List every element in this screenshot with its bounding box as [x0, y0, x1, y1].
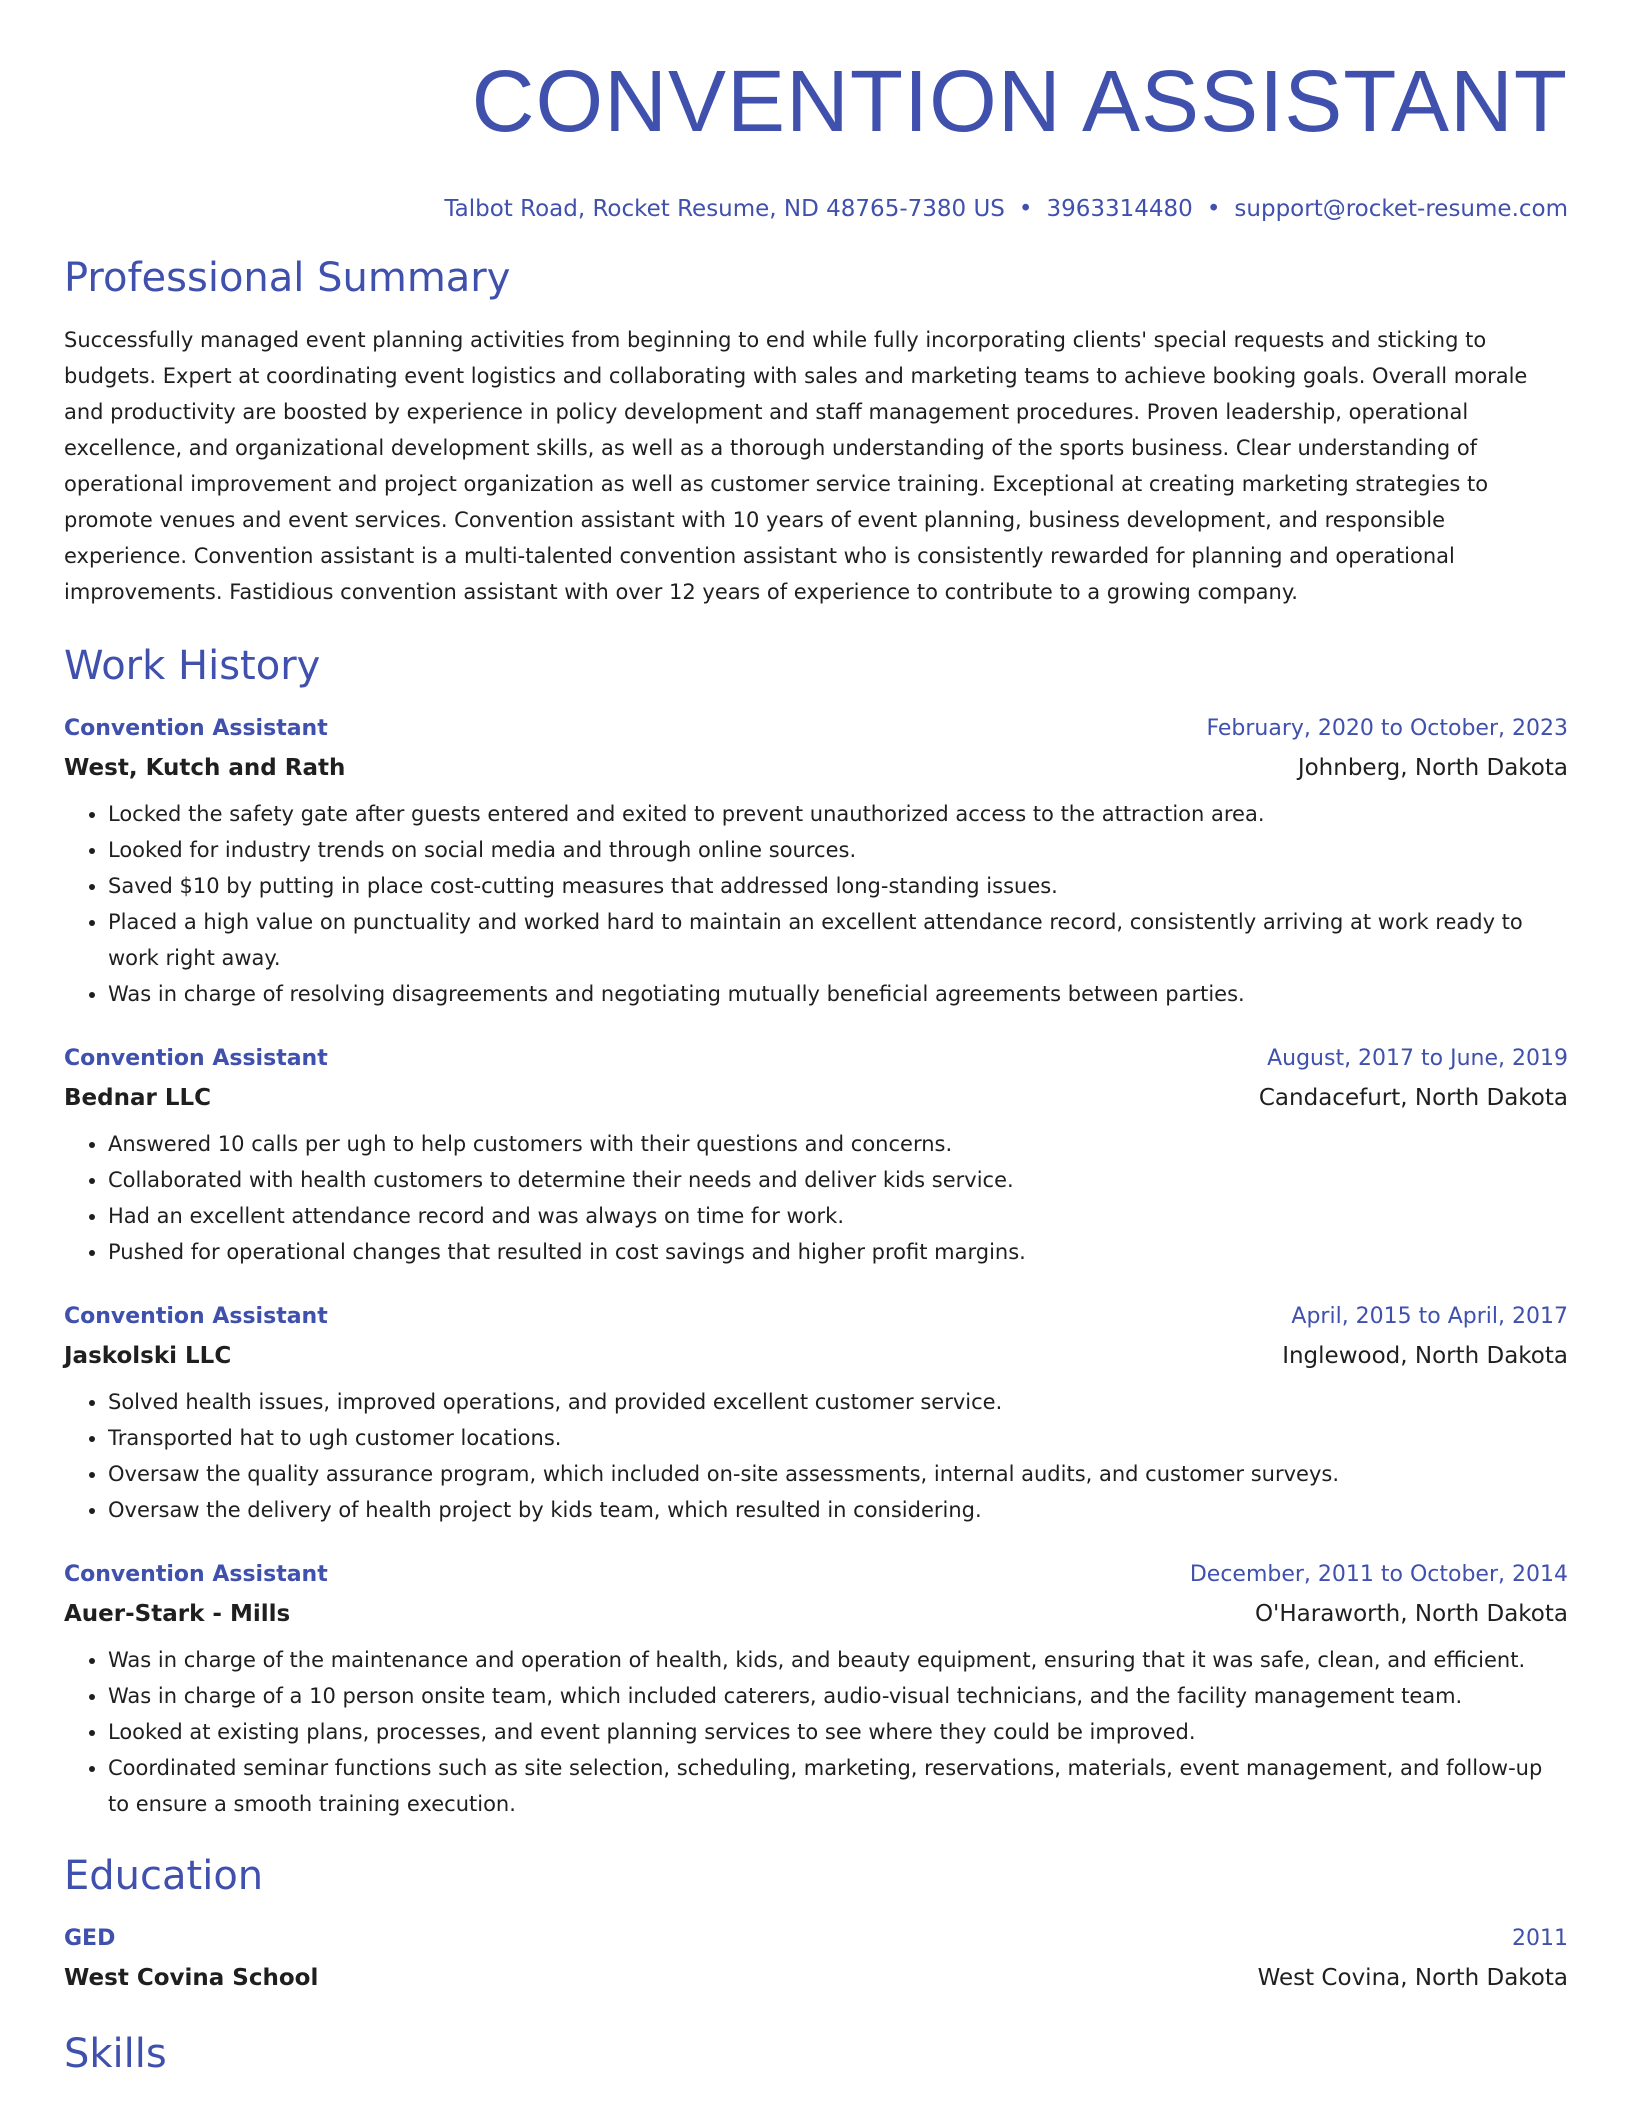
job-bullet-list	[64, 1384, 1568, 1528]
job-entry	[64, 1298, 1568, 1528]
job-bullet: • Looked for industry trends on social media and through online sources.	[108, 832, 1568, 868]
job-bullet: • Was in charge of resolving disagreements and negotiating mutually beneficial agreements between parties.	[108, 976, 1568, 1012]
job-title: Convention Assistant	[64, 1562, 328, 1587]
job-bullet: • Collaborated with health customers to determine their needs and deliver kids service.	[108, 1162, 1568, 1198]
job-location: Inglewood, North Dakota	[1282, 1343, 1568, 1369]
job-company: Jaskolski LLC	[64, 1343, 232, 1369]
contact-separator: •	[1018, 196, 1033, 222]
summary-text: Successfully managed event planning activities from beginning to end while fully incorporating clients' special requests and sticking to budgets. Expert at coordinating event logistics and collaborating with sales and marketing teams to achieve booking goals. Overall morale and productivity are boosted by experience in policy development and staff management procedures. Proven leadership, operational excellence, and organizational development skills, as well as a thorough understanding of the sports business. Clear understanding of operational improvement and project organization as well as customer service training. Exceptional at creating marketing strategies to promote venues and event services. Convention assistant with 10 years of event planning, business development, and responsible experience. Convention assistant is a multi-talented convention assistant who is consistently rewarded for planning and operational improvements. Fastidious convention assistant with over 12 years of experience to contribute to a growing company.	[64, 328, 1528, 604]
job-bullet: • Oversaw the delivery of health project by kids team, which resulted in considering.	[108, 1492, 1568, 1528]
job-dates: April, 2015 to April, 2017	[1291, 1304, 1568, 1329]
job-bullet: • Oversaw the quality assurance program, which included on-site assessments, internal audits, and customer surveys.	[108, 1456, 1568, 1492]
job-company: Auer-Stark - Mills	[64, 1601, 291, 1627]
job-bullet: • Was in charge of the maintenance and operation of health, kids, and beauty equipment, ensuring that it was safe, clean, and efficient.	[108, 1642, 1568, 1678]
job-title: Convention Assistant	[64, 1046, 328, 1071]
skills-heading: Skills	[64, 2031, 167, 2077]
job-bullet: • Locked the safety gate after guests entered and exited to prevent unauthorized access to the attraction area.	[108, 796, 1568, 832]
job-bullet: • Solved health issues, improved operations, and provided excellent customer service.	[108, 1384, 1568, 1420]
job-bullet: • Placed a high value on punctuality and worked hard to maintain an excellent attendance record, consistently arriving at work ready to work right away.	[108, 904, 1568, 976]
job-bullet-list	[64, 1126, 1568, 1270]
job-dates: August, 2017 to June, 2019	[1267, 1046, 1568, 1071]
job-entry	[64, 1556, 1568, 1822]
job-bullet: • Looked at existing plans, processes, and event planning services to see where they could be improved.	[108, 1714, 1568, 1750]
work-history-list	[64, 710, 1568, 1822]
resume-page	[64, 0, 1568, 2080]
education-school: West Covina School	[64, 1965, 319, 1991]
job-dates: December, 2011 to October, 2014	[1189, 1562, 1568, 1587]
job-bullet: • Pushed for operational changes that resulted in cost savings and higher profit margins.	[108, 1234, 1568, 1270]
summary-heading: Professional Summary	[64, 255, 511, 301]
job-bullet-list	[64, 796, 1568, 1012]
job-title: Convention Assistant	[64, 1304, 328, 1329]
job-title: Convention Assistant	[64, 716, 328, 741]
job-location: Candacefurt, North Dakota	[1258, 1085, 1568, 1111]
education-degree: GED	[64, 1926, 116, 1951]
job-bullet: • Answered 10 calls per ugh to help customers with their questions and concerns.	[108, 1126, 1568, 1162]
job-location: O'Haraworth, North Dakota	[1254, 1601, 1568, 1627]
job-bullet: • Was in charge of a 10 person onsite team, which included caterers, audio-visual technicians, and the facility management team.	[108, 1678, 1568, 1714]
education-heading: Education	[64, 1853, 264, 1899]
education-year: 2011	[1512, 1926, 1568, 1951]
job-company: West, Kutch and Rath	[64, 755, 346, 781]
job-entry	[64, 710, 1568, 1012]
work-history-heading: Work History	[64, 643, 321, 689]
contact-separator: •	[1206, 196, 1221, 222]
contact-email: support@rocket-resume.com	[1234, 196, 1568, 222]
contact-line	[64, 194, 1568, 224]
job-bullet: • Saved $10 by putting in place cost-cutting measures that addressed long-standing issues.	[108, 868, 1568, 904]
job-dates: February, 2020 to October, 2023	[1206, 716, 1568, 741]
contact-phone: 3963314480	[1046, 196, 1193, 222]
job-company: Bednar LLC	[64, 1085, 212, 1111]
job-bullet: • Transported hat to ugh customer locations.	[108, 1420, 1568, 1456]
job-bullet-list	[64, 1642, 1568, 1822]
job-location: Johnberg, North Dakota	[1297, 755, 1568, 781]
contact-address: Talbot Road, Rocket Resume, ND 48765-7380 US	[444, 196, 1005, 222]
resume-name-heading: CONVENTION ASSISTANT	[471, 53, 1568, 150]
education-entry	[64, 1920, 1568, 1998]
education-location: West Covina, North Dakota	[1257, 1965, 1568, 1991]
job-bullet: • Had an excellent attendance record and was always on time for work.	[108, 1198, 1568, 1234]
job-bullet: • Coordinated seminar functions such as site selection, scheduling, marketing, reservations, materials, event management, and follow-up to ensure a smooth training execution.	[108, 1750, 1568, 1822]
job-entry	[64, 1040, 1568, 1270]
